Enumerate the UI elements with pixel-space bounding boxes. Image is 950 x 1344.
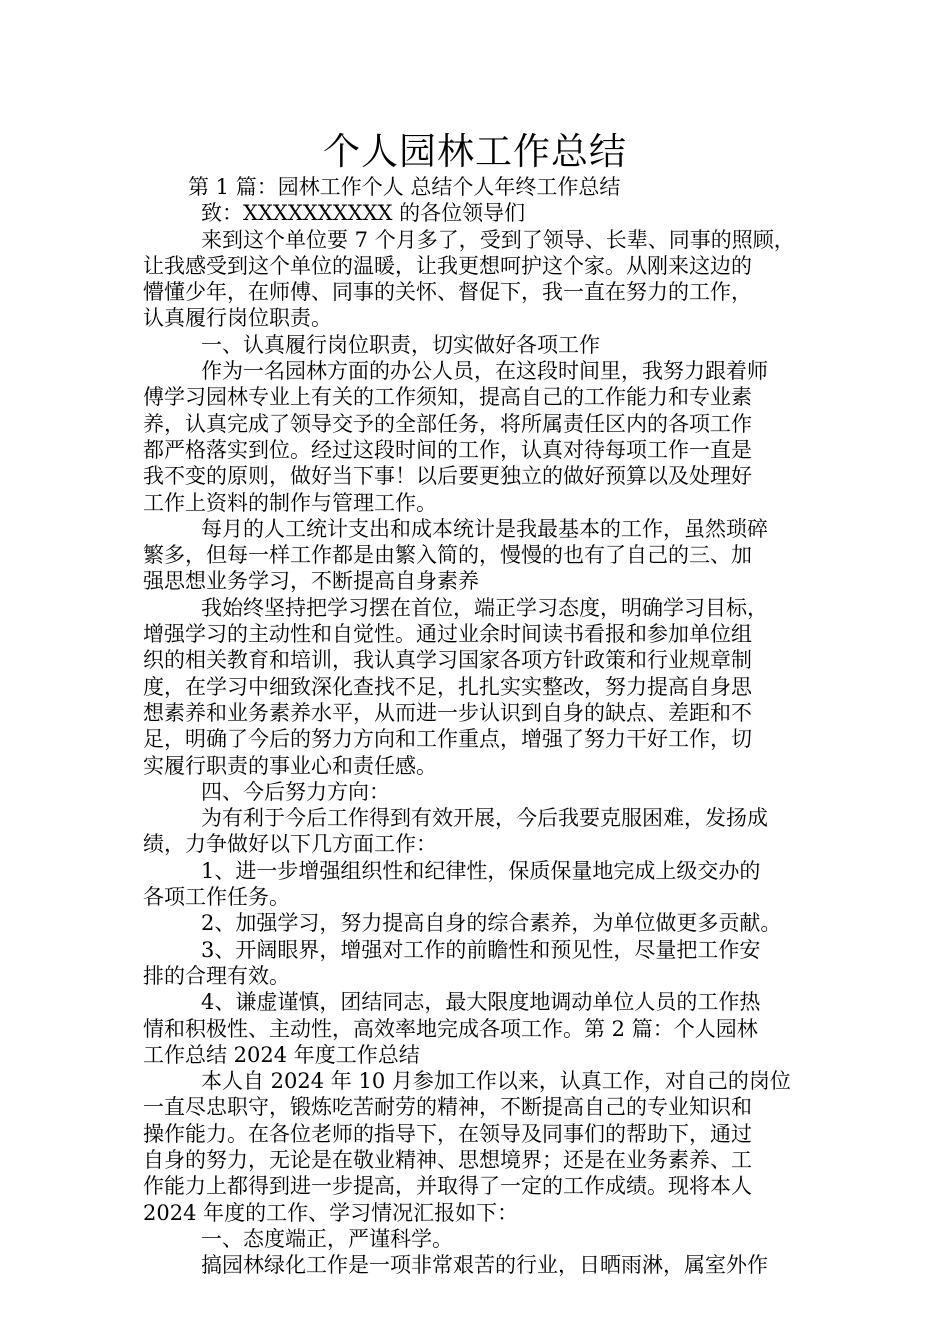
text-line: 一、认真履行岗位职责，切实做好各项工作 [201,332,600,357]
text-line: 认真履行岗位职责。 [143,306,332,331]
document-body [143,174,808,1278]
text-line: 第 1 篇：园林工作个人 总结个人年终工作总结 [188,175,621,199]
text-line: 搞园林绿化工作是一项非常艰苦的行业，日晒雨淋，属室外作 [201,1253,768,1278]
text-line: 强思想业务学习，不断提高自身素养 [143,569,479,594]
text-line: 养，认真完成了领导交予的全部任务，将所属责任区内的各项工作 [143,411,752,436]
text-line: 足，明确了今后的努力方向和工作重点，增强了努力干好工作，切 [143,727,752,752]
text-line: 2、加强学习，努力提高自身的综合素养，为单位做更多贡献。 [201,911,782,936]
text-line: 1、进一步增强组织性和纪律性，保质保量地完成上级交办的 [201,858,761,883]
text-line: 度，在学习中细致深化查找不足，扎扎实实整改，努力提高自身思 [143,674,752,699]
text-line: 懵懂少年，在师傅、同事的关怀、督促下，我一直在努力的工作， [143,280,752,305]
text-line: 傅学习园林专业上有关的工作须知，提高自己的工作能力和专业素 [143,385,752,410]
text-line: 来到这个单位要 7 个月多了，受到了领导、长辈、同事的照顾， [201,227,795,252]
text-line: 实履行职责的事业心和责任感。 [143,753,437,778]
text-line: 让我感受到这个单位的温暖，让我更想呵护这个家。从刚来这边的 [143,253,752,278]
document-title: 个人园林工作总结 [323,130,627,173]
text-line: 排的合理有效。 [143,963,290,988]
text-line: 3、开阔眼界，增强对工作的前瞻性和预见性，尽量把工作安 [201,937,761,962]
text-line: 为有利于今后工作得到有效开展，今后我要克服困难，发扬成 [201,806,768,831]
text-line: 四、今后努力方向： [201,779,390,804]
text-line: 致：XXXXXXXXXX 的各位领导们 [201,201,526,226]
text-line: 4、谦虚谨慎，团结同志，最大限度地调动单位人员的工作热 [201,990,761,1015]
text-line: 想素养和业务素养水平，从而进一步认识到自身的缺点、差距和不 [143,700,752,725]
text-line: 2024 年度的工作、学习情况汇报如下： [143,1200,519,1225]
text-line: 繁多，但每一样工作都是由繁入简的，慢慢的也有了自己的三、加 [143,543,752,568]
text-line: 我始终坚持把学习摆在首位，端正学习态度，明确学习目标， [201,595,768,620]
text-line: 作为一名园林方面的办公人员，在这段时间里，我努力跟着师 [201,359,768,384]
text-line: 作能力上都得到进一步提高，并取得了一定的工作成绩。现将本人 [143,1174,752,1199]
text-line: 工作总结 2024 年度工作总结 [143,1042,420,1067]
text-line: 我不变的原则，做好当下事！以后要更独立的做好预算以及处理好 [143,464,752,489]
text-line: 操作能力。在各位老师的指导下，在领导及同事们的帮助下，通过 [143,1121,752,1146]
text-line: 本人自 2024 年 10 月参加工作以来，认真工作，对自己的岗位 [201,1069,791,1094]
text-line: 织的相关教育和培训，我认真学习国家各项方针政策和行业规章制 [143,648,752,673]
text-line: 工作上资料的制作与管理工作。 [143,490,437,515]
text-line: 一、态度端正，严谨科学。 [201,1226,453,1251]
text-line: 一直尽忠职守，锻炼吃苦耐劳的精神，不断提高自己的专业知识和 [143,1095,752,1120]
text-line: 绩，力争做好以下几方面工作： [143,832,437,857]
text-line: 情和积极性、主动性，高效率地完成各项工作。第 2 篇：个人园林 [143,1016,758,1041]
text-line: 都严格落实到位。经过这段时间的工作，认真对待每项工作一直是 [143,437,752,462]
text-line: 每月的人工统计支出和成本统计是我最基本的工作，虽然琐碎 [201,516,768,541]
text-line: 增强学习的主动性和自觉性。通过业余时间读书看报和参加单位组 [143,622,752,647]
text-line: 自身的努力，无论是在敬业精神、思想境界；还是在业务素养、工 [143,1147,752,1172]
text-line: 各项工作任务。 [143,885,290,910]
